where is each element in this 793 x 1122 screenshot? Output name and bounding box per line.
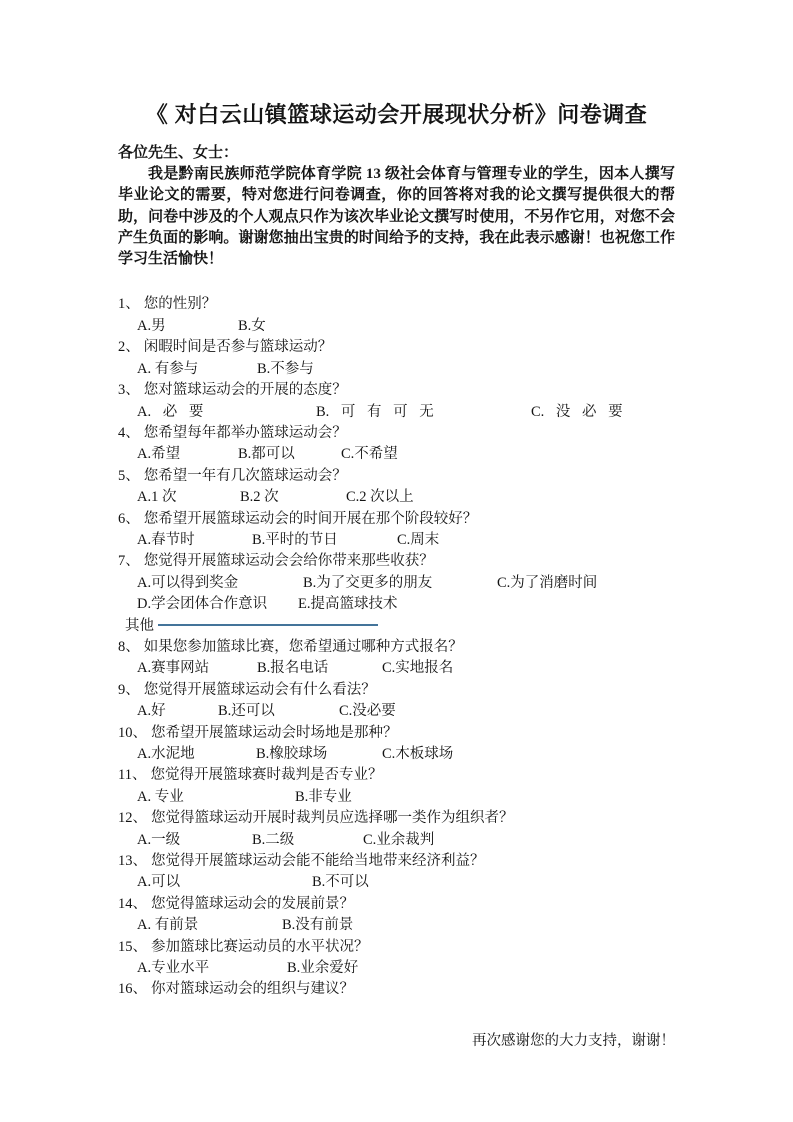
option-a: A.男 (137, 317, 166, 334)
question-12 (118, 808, 675, 829)
question-5 (118, 466, 675, 487)
question-14-text: 您觉得篮球运动会的发展前景？ (151, 895, 354, 912)
option-c: C. 没 必 要 (531, 403, 623, 420)
question-3-number: 3、 (118, 382, 140, 399)
question-5-text: 您希望一年有几次篮球运动会？ (143, 467, 347, 484)
question-5-options (118, 487, 675, 508)
option-c: C.木板球场 (382, 746, 454, 763)
question-14-number: 14、 (118, 895, 147, 912)
question-15-text: 参加篮球比赛运动员的水平状况？ (151, 938, 369, 955)
option-c: C.2 次以上 (346, 489, 414, 506)
question-list (118, 294, 675, 1000)
question-12-options (118, 830, 675, 851)
question-16 (118, 979, 675, 1000)
question-7-options-row-1 (118, 573, 675, 594)
option-a: A. 有参与 (137, 360, 199, 377)
closing-thanks: 再次感谢您的大力支持，谢谢！ (472, 1032, 675, 1049)
question-2-options (118, 359, 675, 380)
question-7-number: 7、 (118, 553, 140, 570)
option-b: B.二级 (252, 831, 295, 848)
option-a: A.专业水平 (137, 960, 210, 977)
option-b: B. 可 有 可 无 (316, 403, 434, 420)
question-8-number: 8、 (118, 638, 140, 655)
option-b: B.橡胶球场 (256, 746, 328, 763)
option-c: C.实地报名 (382, 660, 454, 677)
question-1-text: 您的性别？ (143, 296, 217, 313)
question-11-number: 11、 (118, 767, 147, 784)
question-4 (118, 423, 675, 444)
option-c: C.不希望 (341, 446, 398, 463)
question-13-text: 您觉得开展篮球运动会能不能给当地带来经济利益？ (151, 853, 485, 870)
question-8-text: 如果您参加篮球比赛，您希望通过哪种方式报名？ (143, 638, 463, 655)
other-blank-line (158, 612, 378, 626)
question-8 (118, 637, 675, 658)
option-b: B.平时的节日 (252, 531, 338, 548)
intro-paragraph: 我是黔南民族师范学院体育学院 13 级社会体育与管理专业的学生，因本人撰写毕业论文的需要，特对您进行问卷调查，你的回答将对我的论文撰写提供很大的帮助，问卷中涉及的个人观点只作为该次毕业论文撰写时使用，不另作它用，对您不会产生负面的影响。谢谢您抽出宝贵的时间给予的支持，我在此表示感谢！也祝您工作学习生活愉快！ (118, 166, 675, 268)
question-3-text: 您对篮球运动会的开展的态度？ (143, 382, 347, 399)
question-10 (118, 723, 675, 744)
option-a: A. 专业 (137, 788, 184, 805)
question-4-text: 您希望每年都举办篮球运动会？ (143, 424, 347, 441)
option-a: A.赛事网站 (137, 660, 210, 677)
question-3-options (118, 402, 675, 423)
option-b: B.还可以 (218, 703, 275, 720)
option-b: B.非专业 (295, 788, 352, 805)
option-b: B.不可以 (312, 874, 369, 891)
option-b: B.2 次 (240, 489, 279, 506)
option-a: A.一级 (137, 831, 181, 848)
option-c: C.周末 (397, 531, 440, 548)
question-14 (118, 894, 675, 915)
option-b: B.为了交更多的朋友 (303, 574, 433, 591)
question-9-number: 9、 (118, 681, 140, 698)
option-a: A.可以 (137, 874, 181, 891)
question-1-number: 1、 (118, 296, 140, 313)
question-4-options (118, 444, 675, 465)
salutation: 各位先生、女士： (118, 145, 239, 161)
question-9-options (118, 701, 675, 722)
question-13 (118, 851, 675, 872)
option-b: B.报名电话 (257, 660, 329, 677)
question-14-options (118, 915, 675, 936)
question-2-number: 2、 (118, 339, 140, 356)
question-13-options (118, 872, 675, 893)
option-a: A. 有前景 (137, 917, 199, 934)
question-6-number: 6、 (118, 510, 140, 527)
option-a: A.好 (137, 703, 166, 720)
question-8-options (118, 658, 675, 679)
document-title: 《 对白云山镇篮球运动会开展现状分析》问卷调查 (145, 102, 648, 127)
other-label: 其他 (125, 617, 154, 634)
question-15-options (118, 958, 675, 979)
option-a: A.水泥地 (137, 746, 195, 763)
question-15 (118, 937, 675, 958)
question-10-options (118, 744, 675, 765)
question-13-number: 13、 (118, 853, 147, 870)
option-c: C.业余裁判 (363, 831, 435, 848)
option-c: C.没必要 (339, 703, 396, 720)
question-1 (118, 294, 675, 315)
question-10-number: 10、 (118, 724, 147, 741)
question-9-text: 您觉得开展篮球运动会有什么看法？ (143, 681, 376, 698)
question-7-other-row (118, 616, 675, 637)
option-a: A.1 次 (137, 489, 177, 506)
question-6-options (118, 530, 675, 551)
question-2 (118, 337, 675, 358)
question-11-options (118, 787, 675, 808)
question-4-number: 4、 (118, 424, 140, 441)
option-b: B.业余爱好 (287, 960, 359, 977)
question-16-text: 你对篮球运动会的组织与建议？ (151, 981, 354, 998)
question-1-options (118, 316, 675, 337)
question-6-text: 您希望开展篮球运动会的时间开展在那个阶段较好？ (143, 510, 478, 527)
option-b: B.不参与 (257, 360, 314, 377)
question-2-text: 闲暇时间是否参与篮球运动？ (143, 339, 333, 356)
option-a: A.希望 (137, 446, 181, 463)
option-a: A.春节时 (137, 531, 195, 548)
question-7 (118, 551, 675, 572)
option-a: A. 必 要 (137, 403, 204, 420)
option-b: B.女 (238, 317, 266, 334)
question-15-number: 15、 (118, 938, 147, 955)
question-7-text: 您觉得开展篮球运动会会给你带来那些收获？ (143, 553, 434, 570)
question-5-number: 5、 (118, 467, 140, 484)
question-16-number: 16、 (118, 981, 147, 998)
question-12-text: 您觉得篮球运动开展时裁判员应选择哪一类作为组织者？ (151, 810, 514, 827)
option-b: B.都可以 (238, 446, 295, 463)
option-d: D.学会团体合作意识 (137, 596, 268, 613)
option-e: E.提高篮球技术 (298, 596, 398, 613)
option-a: A.可以得到奖金 (137, 574, 239, 591)
option-c: C.为了消磨时间 (497, 574, 598, 591)
question-11-text: 您觉得开展篮球赛时裁判是否专业？ (150, 767, 383, 784)
question-11 (118, 765, 675, 786)
question-3 (118, 380, 675, 401)
question-9 (118, 680, 675, 701)
question-6 (118, 509, 675, 530)
option-b: B.没有前景 (282, 917, 354, 934)
question-12-number: 12、 (118, 810, 147, 827)
question-10-text: 您希望开展篮球运动会时场地是那种？ (151, 724, 398, 741)
